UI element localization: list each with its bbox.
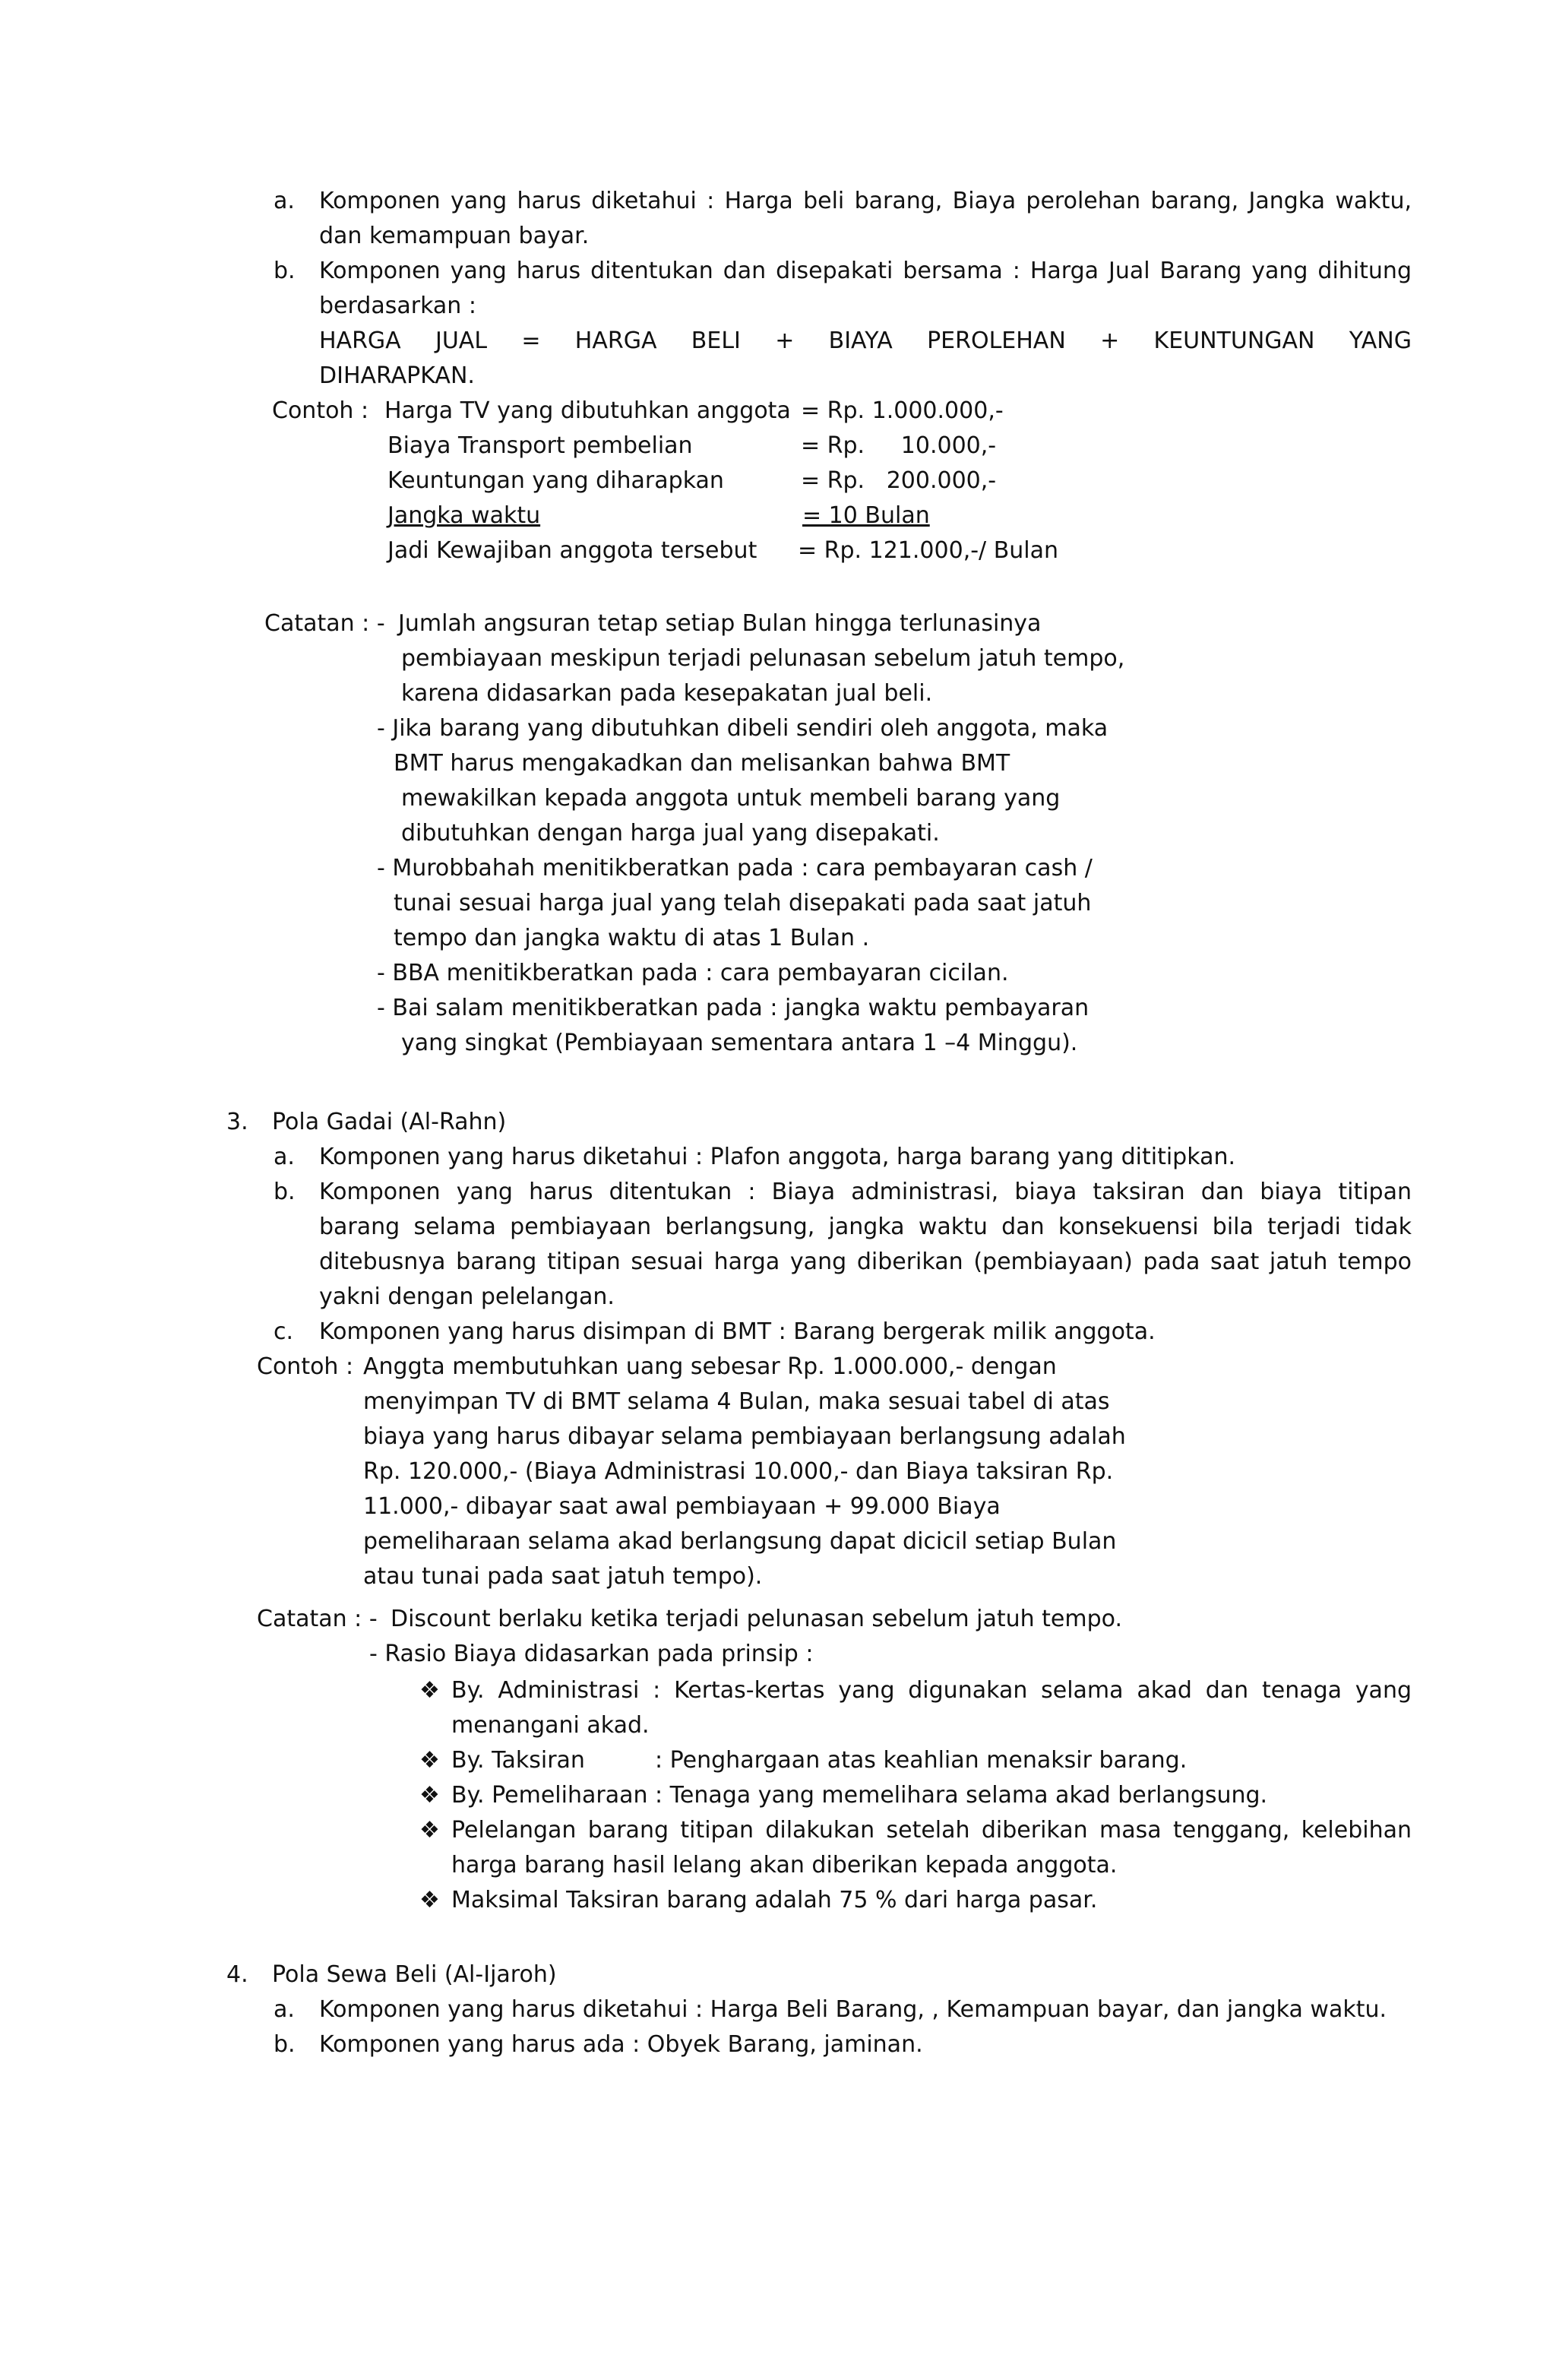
catatan-line: - Jika barang yang dibutuhkan dibeli sendiri oleh anggota, maka [377,715,1108,742]
example-row-value: = Rp. 1.000.000,- [801,397,1004,424]
catatan-line: Discount berlaku ketika terjadi pelunasan sebelum jatuh tempo. [391,1606,1123,1632]
catatan-line: tempo dan jangka waktu di atas 1 Bulan . [394,925,870,951]
contoh-label: Contoh : [272,397,369,424]
catatan-line: tunai sesuai harga jual yang telah disepakati pada saat jatuh [394,890,1092,916]
catatan-line: BMT harus mengakadkan dan melisankan bahwa BMT [394,750,1010,777]
list-marker-c: c. [274,1318,294,1345]
bullet-text: menangani akad. [451,1712,650,1739]
diamond-bullet-icon: ❖ [419,1677,440,1704]
diamond-bullet-icon: ❖ [419,1887,440,1913]
list-marker-a: a. [274,1144,295,1170]
example-row-label: Keuntungan yang diharapkan [387,467,724,494]
example-row-value: = 10 Bulan [802,502,930,529]
catatan-label: Catatan : - [257,1606,378,1632]
bullet-text: harga barang hasil lelang akan diberikan kepada anggota. [451,1852,1118,1878]
contoh-line: Anggta membutuhkan uang sebesar Rp. 1.000.000,- dengan [363,1353,1057,1380]
example-row-label: Jadi Kewajiban anggota tersebut [387,537,757,564]
sec4-b-text: Komponen yang harus ada : Obyek Barang, jaminan. [319,2031,923,2058]
sec3-a-text: Komponen yang harus diketahui : Plafon anggota, harga barang yang dititipkan. [319,1144,1236,1170]
price-formula-end: DIHARAPKAN. [319,362,475,389]
list-marker-b: b. [274,258,296,284]
example-row-value: = Rp. 200.000,- [801,467,997,494]
bullet-text: Pelelangan barang titipan dilakukan setelah diberikan masa tenggang, kelebihan [451,1817,1412,1844]
contoh-label: Contoh : [257,1353,354,1380]
bullet-text: By. Administrasi : Kertas-kertas yang digunakan selama akad dan tenaga yang [451,1677,1412,1704]
catatan-line: Jumlah angsuran tetap setiap Bulan hingga terlunasinya [398,610,1042,637]
example-row-value: = Rp. 10.000,- [801,432,997,459]
contoh-line: biaya yang harus dibayar selama pembiayaan berlangsung adalah [363,1423,1126,1450]
example-row-label: Harga TV yang dibutuhkan anggota [384,397,791,424]
sec2-b-line1: Komponen yang harus ditentukan dan disepakati bersama : Harga Jual Barang yang dihitung [319,258,1412,284]
bullet-text: Maksimal Taksiran barang adalah 75 % dari harga pasar. [451,1887,1098,1913]
list-marker-b: b. [274,1179,296,1205]
sec3-b-line2: barang selama pembiayaan berlangsung, jangka waktu dan konsekuensi bila terjadi tidak [319,1214,1412,1240]
sec3-c-text: Komponen yang harus disimpan di BMT : Barang bergerak milik anggota. [319,1318,1156,1345]
list-marker-a: a. [274,1996,295,2023]
catatan-line: - Rasio Biaya didasarkan pada prinsip : [369,1641,814,1667]
contoh-line: 11.000,- dibayar saat awal pembiayaan + 99.000 Biaya [363,1493,1001,1520]
catatan-line: mewakilkan kepada anggota untuk membeli barang yang [401,785,1061,812]
section-title: Pola Gadai (Al-Rahn) [272,1109,507,1135]
sec4-a-text: Komponen yang harus diketahui : Harga Beli Barang, , Kemampuan bayar, dan jangka waktu. [319,1996,1387,2023]
catatan-line: pembiayaan meskipun terjadi pelunasan sebelum jatuh tempo, [401,645,1125,672]
section-number: 3. [226,1109,248,1135]
contoh-line: pemeliharaan selama akad berlangsung dapat dicicil setiap Bulan [363,1528,1117,1555]
example-row-value: = Rp. 121.000,-/ Bulan [798,537,1059,564]
sec3-b-line3: ditebusnya barang titipan sesuai harga yang diberikan (pembiayaan) pada saat jatuh tempo [319,1249,1412,1275]
example-row-label: Jangka waktu [387,502,541,529]
list-marker-b: b. [274,2031,296,2058]
sec3-b-line1: Komponen yang harus ditentukan : Biaya administrasi, biaya taksiran dan biaya titipan [319,1179,1412,1205]
catatan-line: dibutuhkan dengan harga jual yang disepakati. [401,820,940,847]
sec2-b-line2: berdasarkan : [319,293,476,319]
bullet-text: By. Pemeliharaan : Tenaga yang memelihara selama akad berlangsung. [451,1782,1268,1809]
contoh-line: Rp. 120.000,- (Biaya Administrasi 10.000,- dan Biaya taksiran Rp. [363,1458,1114,1485]
sec2-a-line1: Komponen yang harus diketahui : Harga beli barang, Biaya perolehan barang, Jangka waktu, [319,188,1412,214]
example-row-label: Biaya Transport pembelian [387,432,693,459]
diamond-bullet-icon: ❖ [419,1817,440,1844]
sec2-a-line2: dan kemampuan bayar. [319,223,590,249]
list-marker-a: a. [274,188,295,214]
sec3-b-line4: yakni dengan pelelangan. [319,1283,615,1310]
catatan-line: - BBA menitikberatkan pada : cara pembayaran cicilan. [377,960,1009,986]
diamond-bullet-icon: ❖ [419,1782,440,1809]
section-title: Pola Sewa Beli (Al-Ijaroh) [272,1961,557,1988]
catatan-line: - Murobbahah menitikberatkan pada : cara pembayaran cash / [377,855,1093,881]
price-formula: HARGA JUAL = HARGA BELI + BIAYA PEROLEHAN + KEUNTUNGAN YANG [319,328,1412,354]
bullet-text: : Penghargaan atas keahlian menaksir barang. [655,1747,1188,1774]
catatan-line: karena didasarkan pada kesepakatan jual beli. [401,680,933,707]
contoh-line: menyimpan TV di BMT selama 4 Bulan, maka sesuai tabel di atas [363,1388,1110,1415]
bullet-label: By. Taksiran [451,1747,585,1774]
contoh-line: atau tunai pada saat jatuh tempo). [363,1563,763,1590]
catatan-line: - Bai salam menitikberatkan pada : jangka waktu pembayaran [377,995,1090,1021]
diamond-bullet-icon: ❖ [419,1747,440,1774]
catatan-line: yang singkat (Pembiayaan sementara antara 1 –4 Minggu). [401,1030,1078,1056]
section-number: 4. [226,1961,248,1988]
catatan-label: Catatan : - [264,610,385,637]
